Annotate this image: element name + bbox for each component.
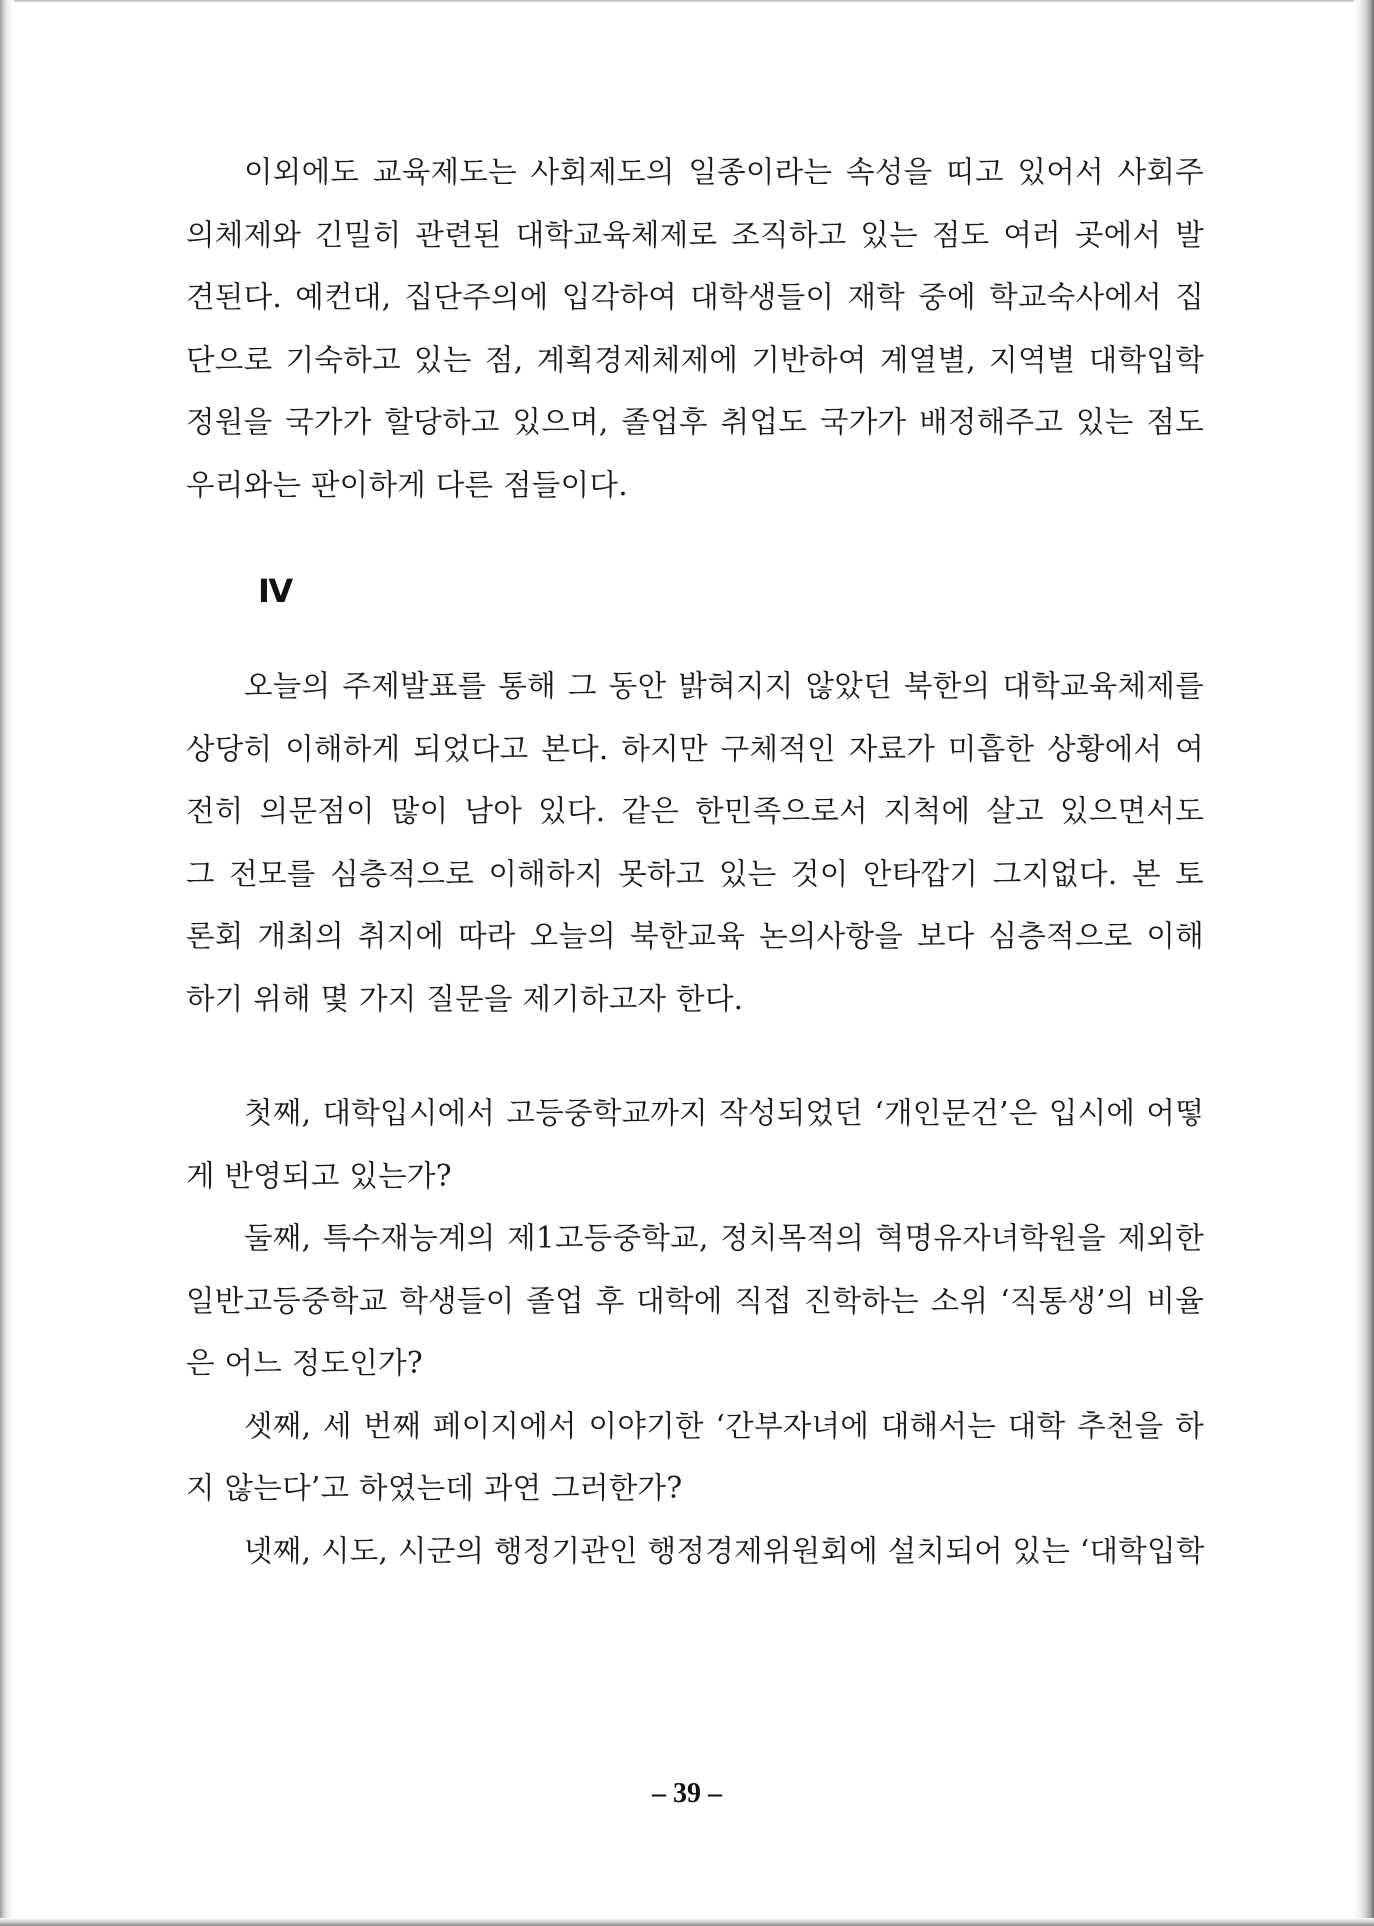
- page-edge-bottom: [0, 1918, 1374, 1926]
- question-3: [186, 1395, 1204, 1520]
- text-line: 오늘의 주제발표를 통해 그 동안 밝혀지지 않았던 북한의 대학교육체제를: [244, 669, 1204, 703]
- text-line: 이외에도 교육제도는 사회제도의 일종이라는 속성을 띠고 있어서 사회주: [244, 155, 1204, 189]
- text-line: 견된다. 예컨대, 집단주의에 입각하여 대학생들이 재학 중에 학교숙사에서 집: [186, 280, 1204, 314]
- page-edge-top: [0, 0, 1374, 3]
- text-line: 둘째, 특수재능계의 제1고등중학교, 정치목적의 혁명유자녀학원을 제외한: [244, 1221, 1204, 1255]
- question-2: [186, 1207, 1204, 1395]
- paragraph-2: [186, 655, 1204, 1030]
- text-line: 첫째, 대학입시에서 고등중학교까지 작성되었던 ‘개인문건’은 입시에 어떻: [244, 1096, 1204, 1130]
- text-line: 의체제와 긴밀히 관련된 대학교육체제로 조직하고 있는 점도 여러 곳에서 발: [186, 217, 1204, 252]
- text-line: 정원을 국가가 할당하고 있으며, 졸업후 취업도 국가가 배정해주고 있는 점도: [186, 405, 1204, 439]
- section-heading: Ⅳ: [258, 572, 293, 610]
- text-line: 그 전모를 심층적으로 이해하지 못하고 있는 것이 안타깝기 그지없다. 본 토: [186, 856, 1204, 891]
- text-line: 지 않는다’고 하였는데 과연 그러한가?: [186, 1471, 683, 1505]
- text-line: 상당히 이해하게 되었다고 본다. 하지만 구체적인 자료가 미흡한 상황에서 여: [186, 731, 1204, 766]
- page-edge-left: [0, 0, 14, 1926]
- questions-list: [186, 1082, 1204, 1582]
- question-1: [186, 1082, 1204, 1207]
- question-4: [186, 1520, 1204, 1583]
- text-line: 셋째, 세 번째 페이지에서 이야기한 ‘간부자녀에 대해서는 대학 추천을 하: [244, 1408, 1204, 1443]
- text-line: 게 반영되고 있는가?: [186, 1158, 452, 1193]
- paragraph-1: [186, 141, 1204, 516]
- page-edge-right: [1354, 0, 1374, 1926]
- text-line: 우리와는 판이하게 다른 점들이다.: [186, 467, 628, 502]
- page-number: – 39 –: [652, 1778, 722, 1809]
- text-line: 론회 개최의 취지에 따라 오늘의 북한교육 논의사항을 보다 심층적으로 이해: [186, 919, 1204, 953]
- text-line: 넷째, 시도, 시군의 행정기관인 행정경제위원회에 설치되어 있는 ‘대학입학: [244, 1533, 1205, 1568]
- text-line: 일반고등중학교 학생들이 졸업 후 대학에 직접 진학하는 소위 ‘직통생’의 비율: [186, 1283, 1204, 1318]
- text-line: 단으로 기숙하고 있는 점, 계획경제체제에 기반하여 계열별, 지역별 대학입학: [186, 342, 1204, 377]
- text-line: 은 어느 정도인가?: [186, 1346, 424, 1380]
- text-line: 전히 의문점이 많이 남아 있다. 같은 한민족으로서 지척에 살고 있으면서도: [186, 794, 1204, 828]
- text-line: 하기 위해 몇 가지 질문을 제기하고자 한다.: [186, 981, 744, 1016]
